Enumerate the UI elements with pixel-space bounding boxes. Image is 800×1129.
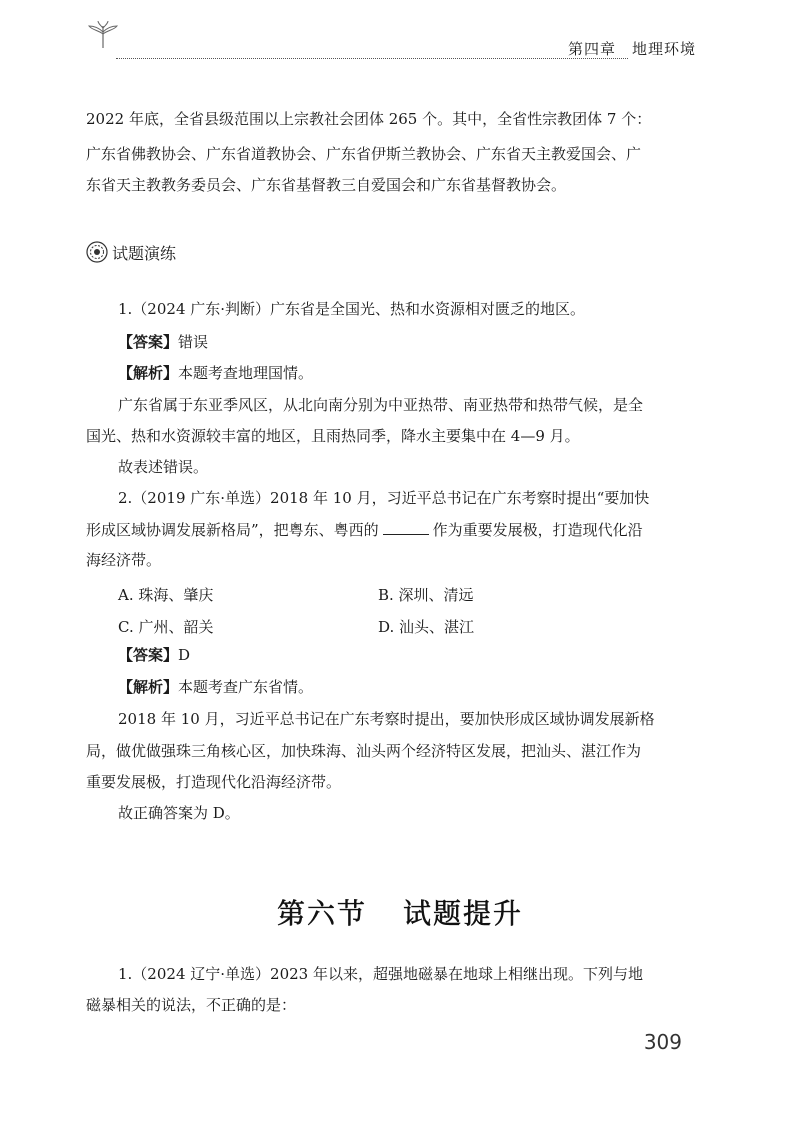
- q2-answer-value: D: [178, 646, 191, 664]
- q2-analysis-text: 本题考查广东省情。: [178, 678, 314, 696]
- q1-explain-line-1: 广东省属于东亚季风区，从北向南分别为中亚热带、南亚热带和热带气候，是全: [118, 396, 644, 414]
- practice-title: 试题演练: [112, 243, 177, 263]
- answer-blank: [383, 522, 429, 535]
- q2-option-a: A. 珠海、肇庆: [118, 586, 214, 604]
- q1-answer-value: 错误: [178, 333, 209, 351]
- chapter-label: 第四章: [567, 40, 616, 58]
- q2-option-b: B. 深圳、清远: [378, 586, 474, 604]
- q2-explain-line-2: 局，做优做强珠三角核心区，加快珠海、汕头两个经济特区发展，把汕头、湛江作为: [86, 742, 642, 760]
- chapter-heading: [568, 38, 696, 59]
- page-number: 309: [643, 1030, 682, 1054]
- q2-stem-line-1: 2.（2019 广东·单选）2018 年 10 月，习近平总书记在广东考察时提出“要加快: [118, 489, 650, 507]
- q2-stem-part-b: 作为重要发展极，打造现代化沿: [432, 521, 643, 539]
- practice-heading: [86, 236, 176, 268]
- q2-analysis: [118, 680, 730, 695]
- q2-stem-part-a: 形成区域协调发展新格局”，把粤东、粤西的: [86, 521, 379, 539]
- chapter-title: 地理环境: [631, 40, 696, 58]
- q1-explain-line-2: 国光、热和水资源较丰富的地区，且雨热同季，降水主要集中在 4—9 月。: [86, 427, 580, 445]
- q1-analysis: [118, 366, 730, 381]
- q2-analysis-tag: 【解析】: [118, 678, 179, 696]
- q2-option-c: C. 广州、韶关: [118, 618, 214, 636]
- q2-conclusion: 故正确答案为 D。: [118, 804, 240, 822]
- section-label: 第六节: [276, 897, 367, 930]
- q2-stem-line-2: [86, 522, 698, 538]
- q1-answer: [118, 335, 730, 350]
- q1-conclusion: 故表述错误。: [118, 458, 209, 476]
- intro-line-3: 东省天主教教务委员会、广东省基督教三自爱国会和广东省基督教协会。: [86, 176, 567, 194]
- q3-stem-line-1: 1.（2024 辽宁·单选）2023 年以来，超强地磁暴在地球上相继出现。下列与地: [118, 965, 643, 983]
- section-title: 试题提升: [403, 897, 524, 930]
- flower-badge-icon: [86, 241, 108, 263]
- q2-explain-line-3: 重要发展极，打造现代化沿海经济带。: [86, 773, 342, 791]
- intro-line-1: 2022 年底，全省县级范围以上宗教社会团体 265 个。其中，全省性宗教团体 7 个：: [86, 110, 652, 128]
- leaf-ornament-icon: [86, 20, 120, 50]
- intro-line-2: 广东省佛教协会、广东省道教协会、广东省伊斯兰教协会、广东省天主教爱国会、广: [86, 145, 642, 163]
- header-dotted-rule: [116, 58, 628, 59]
- q1-answer-tag: 【答案】: [118, 333, 179, 351]
- q1-analysis-text: 本题考查地理国情。: [178, 364, 314, 382]
- q2-explain-line-1: 2018 年 10 月，习近平总书记在广东考察时提出，要加快形成区域协调发展新格: [118, 710, 655, 728]
- q3-stem-line-2: 磁暴相关的说法，不正确的是：: [86, 996, 297, 1014]
- page-header: [86, 18, 698, 58]
- q1-analysis-tag: 【解析】: [118, 364, 179, 382]
- q2-option-d: D. 汕头、湛江: [378, 618, 475, 636]
- q2-stem-line-3: 海经济带。: [86, 551, 162, 569]
- q2-answer: [118, 648, 730, 663]
- section-heading: [0, 892, 800, 932]
- q2-answer-tag: 【答案】: [118, 646, 179, 664]
- q1-stem: 1.（2024 广东·判断）广东省是全国光、热和水资源相对匮乏的地区。: [118, 300, 586, 318]
